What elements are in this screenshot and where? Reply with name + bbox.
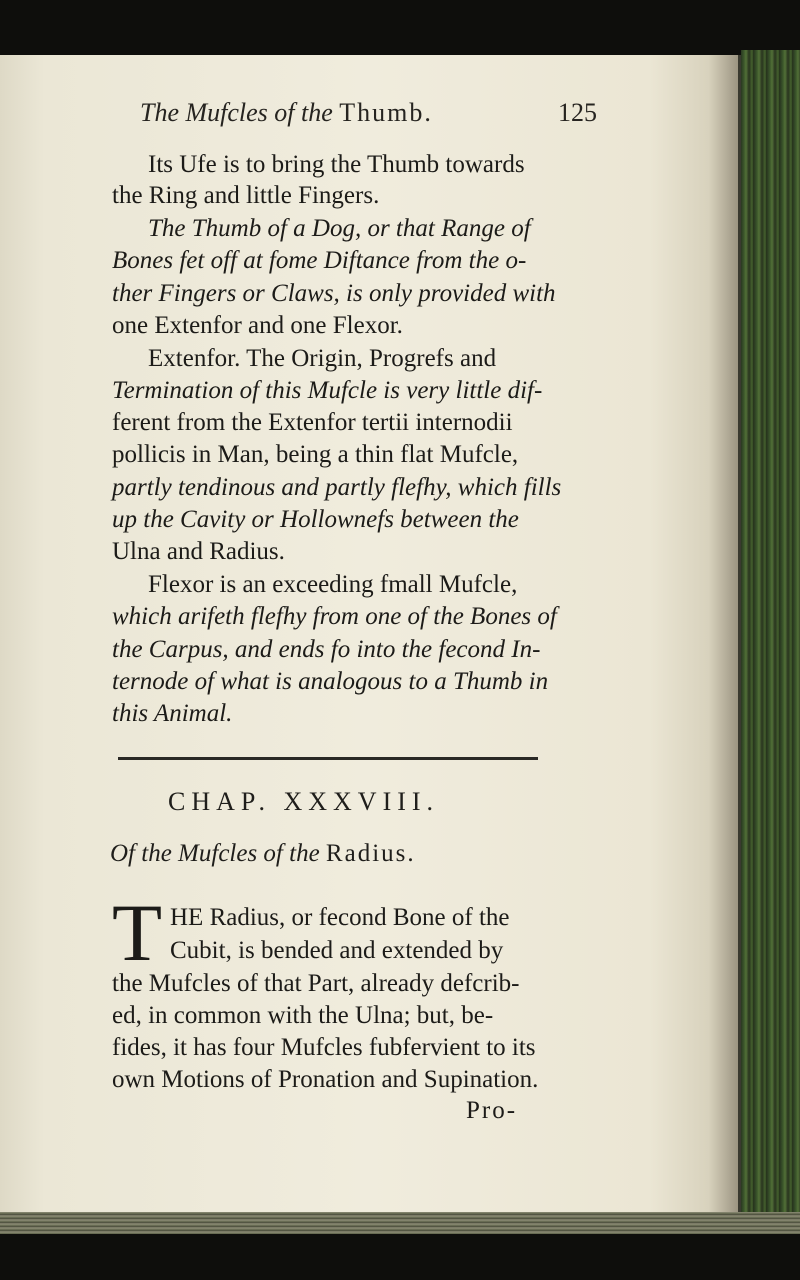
text-line: Termination of this Mufcle is very little dif-	[112, 377, 543, 404]
text-line: pollicis in Man, being a thin flat Mufcle,	[112, 441, 519, 468]
text-line: HE Radius, or fecond Bone of the	[170, 904, 510, 931]
text-line: ed, in common with the Ulna; but, be-	[112, 1002, 494, 1029]
text-line: fides, it has four Mufcles fubfervient to its	[112, 1034, 536, 1061]
text-line: Cubit, is bended and extended by	[170, 937, 504, 964]
text-line: the Ring and little Fingers.	[112, 182, 380, 209]
text-line: Its Ufe is to bring the Thumb towards	[148, 151, 525, 178]
text-line: partly tendinous and partly flefhy, which fills	[112, 474, 562, 501]
section-rule	[118, 757, 538, 760]
text-line: which arifeth flefhy from one of the Bones of	[112, 603, 557, 630]
text-line: this Animal.	[112, 700, 233, 727]
text-line: Extenfor. The Origin, Progrefs and	[148, 345, 497, 372]
text-line: Ulna and Radius.	[112, 538, 285, 565]
text-line: Bones fet off at fome Diftance from the o-	[112, 247, 527, 274]
text-line: ther Fingers or Claws, is only provided with	[112, 280, 556, 307]
text-line: the Mufcles of that Part, already defcrib-	[112, 970, 520, 997]
text-line: the Carpus, and ends fo into the fecond In-	[112, 636, 541, 663]
chapter-heading: CHAP. XXXVIII.	[168, 787, 440, 816]
catchword: Pro-	[466, 1097, 518, 1124]
text-line: own Motions of Pronation and Supination.	[112, 1066, 539, 1093]
text-line: ferent from the Extenfor tertii internodii	[112, 409, 513, 436]
chapter-subtitle-word: Radius.	[325, 840, 416, 867]
page-number: 125	[558, 98, 597, 127]
chapter-subtitle-prefix: Of the Mufcles of the	[110, 840, 320, 867]
running-head-word: Thumb.	[339, 98, 433, 127]
text-line: one Extenfor and one Flexor.	[112, 312, 403, 339]
text-line: Flexor is an exceeding fmall Mufcle,	[148, 571, 518, 598]
text-line: up the Cavity or Hollownefs between the	[112, 506, 519, 533]
running-head-prefix: The Mufcles of the	[140, 98, 333, 127]
text-line: ternode of what is analogous to a Thumb in	[112, 668, 549, 695]
drop-cap: T	[112, 887, 163, 978]
text-line: The Thumb of a Dog, or that Range of	[148, 215, 531, 242]
chapter-subtitle	[110, 840, 416, 868]
running-head	[140, 98, 433, 128]
